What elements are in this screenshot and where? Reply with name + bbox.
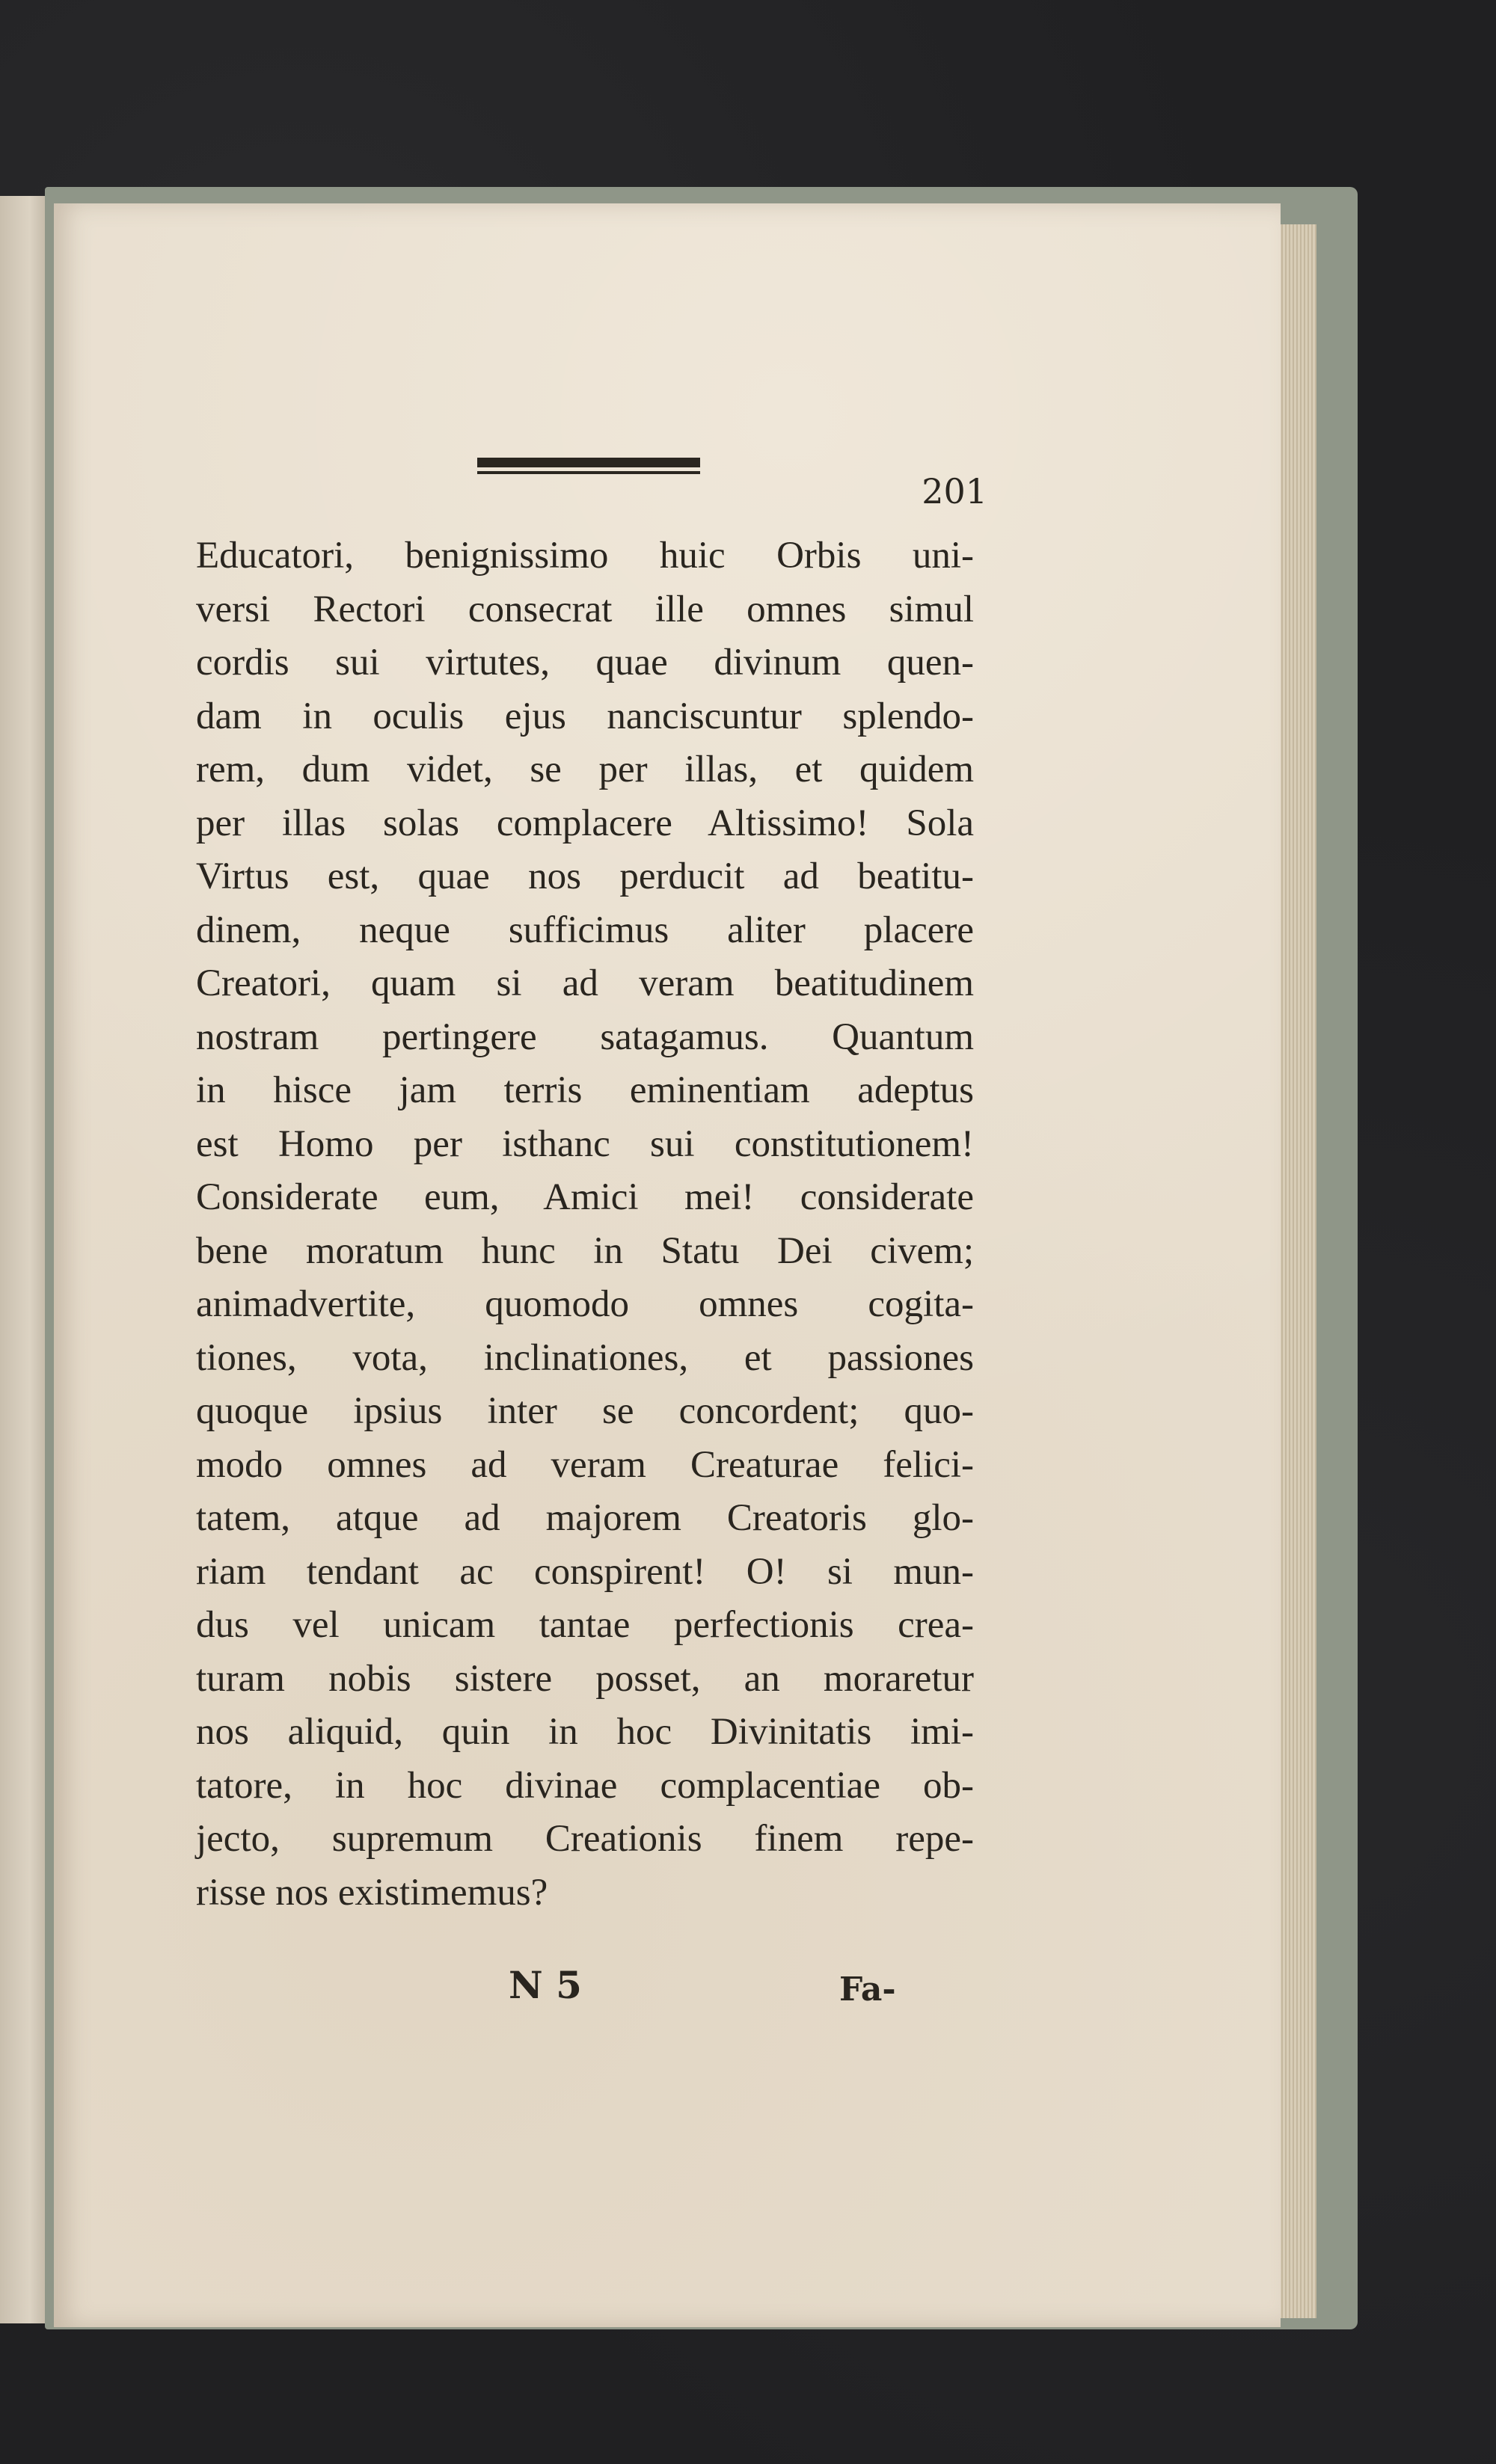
text-line: turam nobis sistere posset, an moraretur (196, 1657, 974, 1700)
text-line: jecto, supremum Creationis finem repe- (196, 1818, 974, 1860)
text-line: tiones, vota, inclinationes, et passiones (196, 1336, 974, 1379)
page-number: 201 (922, 471, 987, 511)
text-line: rem, dum videt, se per illas, et quidem (196, 749, 974, 790)
text-line: in hisce jam terris eminentiam adeptus (196, 1069, 974, 1111)
text-line: bene moratum hunc in Statu Dei civem; (196, 1229, 974, 1272)
text-line: quoque ipsius inter se concordent; quo- (196, 1390, 974, 1432)
text-line: dam in oculis ejus nanciscuntur splendo- (196, 695, 974, 737)
text-line: tatem, atque ad majorem Creatoris glo- (196, 1497, 974, 1539)
text-line: versi Rectori consecrat ille omnes simul (196, 588, 974, 630)
signature-mark: N 5 (509, 1963, 582, 2007)
text-line: Virtus est, quae nos perducit ad beatitu- (196, 855, 974, 897)
text-line: Educatori, benignissimo huic Orbis uni- (196, 535, 974, 577)
text-line: cordis sui virtutes, quae divinum quen- (196, 642, 974, 683)
text-line: animadvertite, quomodo omnes cogita- (196, 1283, 974, 1325)
text-line: modo omnes ad veram Creaturae felici- (196, 1443, 974, 1486)
header-rule (477, 458, 700, 476)
text-line: est Homo per isthanc sui constitutionem! (196, 1122, 974, 1165)
text-line: risse nos existimemus? (196, 1871, 548, 1914)
text-line: dinem, neque sufficimus aliter placere (196, 909, 974, 951)
text-line: Considerate eum, Amici mei! considerate (196, 1176, 974, 1218)
text-line: dus vel unicam tantae perfectionis crea- (196, 1604, 974, 1646)
text-line: Creatori, quam si ad veram beatitudinem (196, 962, 974, 1004)
text-line: tatore, in hoc divinae complacentiae ob- (196, 1764, 974, 1807)
catchword: Fa- (839, 1970, 896, 2009)
text-line: nos aliquid, quin in hoc Divinitatis imi- (196, 1711, 974, 1753)
text-line: riam tendant ac conspirent! O! si mun- (196, 1550, 974, 1593)
text-line: nostram pertingere satagamus. Quantum (196, 1016, 974, 1058)
text-line: per illas solas complacere Altissimo! Sola (196, 802, 974, 844)
body-text (196, 529, 974, 1920)
